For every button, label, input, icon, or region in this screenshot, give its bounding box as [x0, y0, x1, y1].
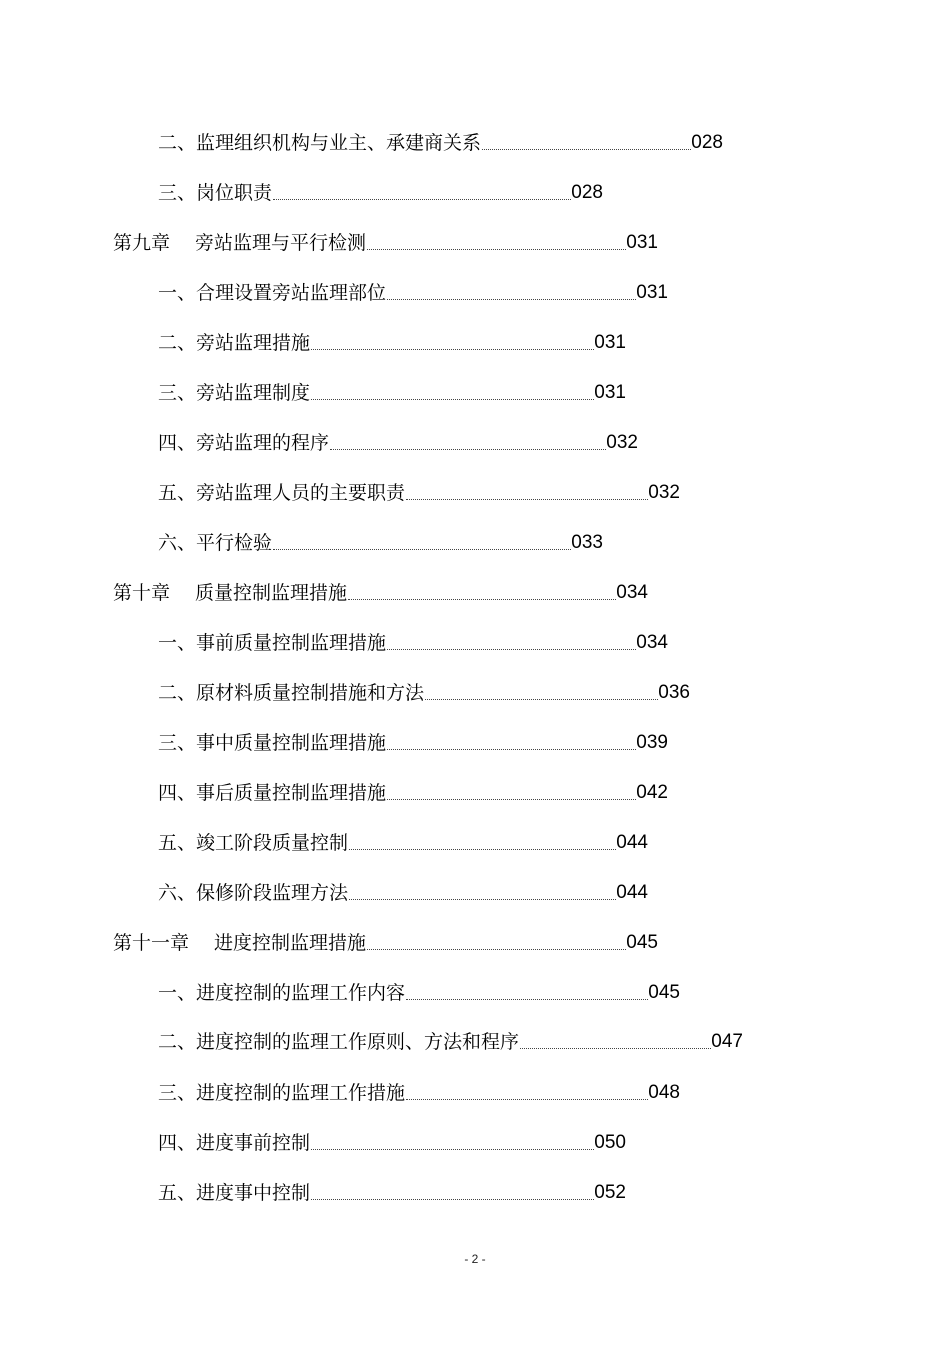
toc-chapter-entry[interactable]	[113, 571, 648, 605]
toc-section-entry[interactable]	[158, 1171, 626, 1205]
toc-section-entry[interactable]	[158, 971, 680, 1005]
toc-page-number: 050	[594, 1132, 626, 1153]
toc-dot-leader	[311, 349, 594, 350]
page-number: - 2 -	[464, 1252, 486, 1266]
toc-entry-title: 第十章 质量控制监理措施	[113, 582, 348, 604]
toc-page-number: 033	[571, 532, 603, 553]
toc-section-entry[interactable]	[158, 521, 603, 555]
toc-page-number: 047	[711, 1031, 743, 1052]
toc-section-entry[interactable]	[158, 621, 668, 655]
toc-section-entry[interactable]	[158, 321, 626, 355]
toc-page-number: 031	[626, 232, 658, 253]
toc-section-entry[interactable]	[158, 721, 668, 755]
toc-entry-title: 五、进度事中控制	[158, 1182, 311, 1204]
toc-page-number: 032	[648, 482, 680, 503]
toc-entry-title: 三、事中质量控制监理措施	[158, 732, 387, 754]
toc-entry-title: 四、旁站监理的程序	[158, 432, 330, 454]
toc-dot-leader	[367, 249, 626, 250]
toc-dot-leader	[273, 549, 571, 550]
toc-page-number: 031	[594, 382, 626, 403]
toc-entry-title: 四、事后质量控制监理措施	[158, 782, 387, 804]
toc-section-entry[interactable]	[158, 871, 648, 905]
toc-dot-leader	[367, 949, 626, 950]
toc-dot-leader	[349, 849, 616, 850]
toc-page-number: 044	[616, 832, 648, 853]
toc-section-entry[interactable]	[158, 671, 690, 705]
toc-dot-leader	[406, 1099, 648, 1100]
toc-dot-leader	[406, 999, 648, 1000]
toc-page-number: 048	[648, 1082, 680, 1103]
toc-dot-leader	[425, 699, 658, 700]
toc-entry-title: 五、竣工阶段质量控制	[158, 832, 349, 854]
toc-page-number: 034	[616, 582, 648, 603]
toc-section-entry[interactable]	[158, 771, 668, 805]
toc-section-entry[interactable]	[158, 171, 603, 205]
toc-dot-leader	[387, 299, 636, 300]
toc-dot-leader	[387, 749, 636, 750]
toc-entry-title: 四、进度事前控制	[158, 1132, 311, 1154]
toc-page-number: 036	[658, 682, 690, 703]
toc-dot-leader	[387, 649, 636, 650]
toc-dot-leader	[520, 1048, 711, 1049]
toc-chapter-entry[interactable]	[113, 221, 658, 255]
toc-entry-title: 六、平行检验	[158, 532, 273, 554]
toc-entry-title: 三、进度控制的监理工作措施	[158, 1082, 406, 1104]
toc-entry-title: 第十一章 进度控制监理措施	[113, 932, 367, 954]
toc-dot-leader	[311, 399, 594, 400]
toc-page-number: 032	[606, 432, 638, 453]
toc-entry-title: 六、保修阶段监理方法	[158, 882, 349, 904]
toc-entry-title: 二、旁站监理措施	[158, 332, 311, 354]
toc-dot-leader	[387, 799, 636, 800]
toc-section-entry[interactable]	[158, 371, 626, 405]
toc-page-number: 045	[648, 982, 680, 1003]
toc-dot-leader	[482, 149, 691, 150]
toc-page-number: 031	[636, 282, 668, 303]
toc-section-entry[interactable]	[158, 271, 668, 305]
toc-page-number: 028	[571, 182, 603, 203]
toc-entry-title: 五、旁站监理人员的主要职责	[158, 482, 406, 504]
toc-section-entry[interactable]	[158, 1071, 680, 1105]
toc-page-number: 052	[594, 1182, 626, 1203]
toc-dot-leader	[330, 449, 606, 450]
toc-page-number: 028	[691, 132, 723, 153]
toc-entry-title: 第九章 旁站监理与平行检测	[113, 232, 367, 254]
toc-dot-leader	[348, 599, 616, 600]
toc-entry-title: 二、进度控制的监理工作原则、方法和程序	[158, 1031, 520, 1053]
toc-chapter-entry[interactable]	[113, 921, 658, 955]
toc-page-number: 031	[594, 332, 626, 353]
toc-section-entry[interactable]	[158, 821, 648, 855]
toc-dot-leader	[406, 499, 648, 500]
toc-entry-title: 三、旁站监理制度	[158, 382, 311, 404]
toc-page-number: 045	[626, 932, 658, 953]
toc-entry-title: 二、监理组织机构与业主、承建商关系	[158, 132, 482, 154]
toc-page-number: 044	[616, 882, 648, 903]
toc-entry-title: 一、合理设置旁站监理部位	[158, 282, 387, 304]
toc-page-number: 039	[636, 732, 668, 753]
toc-section-entry[interactable]	[158, 471, 680, 505]
toc-dot-leader	[311, 1199, 594, 1200]
toc-dot-leader	[349, 899, 616, 900]
toc-section-entry[interactable]	[158, 1121, 626, 1155]
toc-dot-leader	[273, 199, 571, 200]
toc-section-entry[interactable]	[158, 421, 638, 455]
toc-dot-leader	[311, 1149, 594, 1150]
toc-entry-title: 二、原材料质量控制措施和方法	[158, 682, 425, 704]
toc-entry-title: 三、岗位职责	[158, 182, 273, 204]
toc-entry-title: 一、事前质量控制监理措施	[158, 632, 387, 654]
toc-page-number: 034	[636, 632, 668, 653]
toc-section-entry[interactable]	[158, 121, 723, 155]
toc-entry-title: 一、进度控制的监理工作内容	[158, 982, 406, 1004]
toc-page-number: 042	[636, 782, 668, 803]
toc-section-entry[interactable]	[158, 1020, 743, 1054]
